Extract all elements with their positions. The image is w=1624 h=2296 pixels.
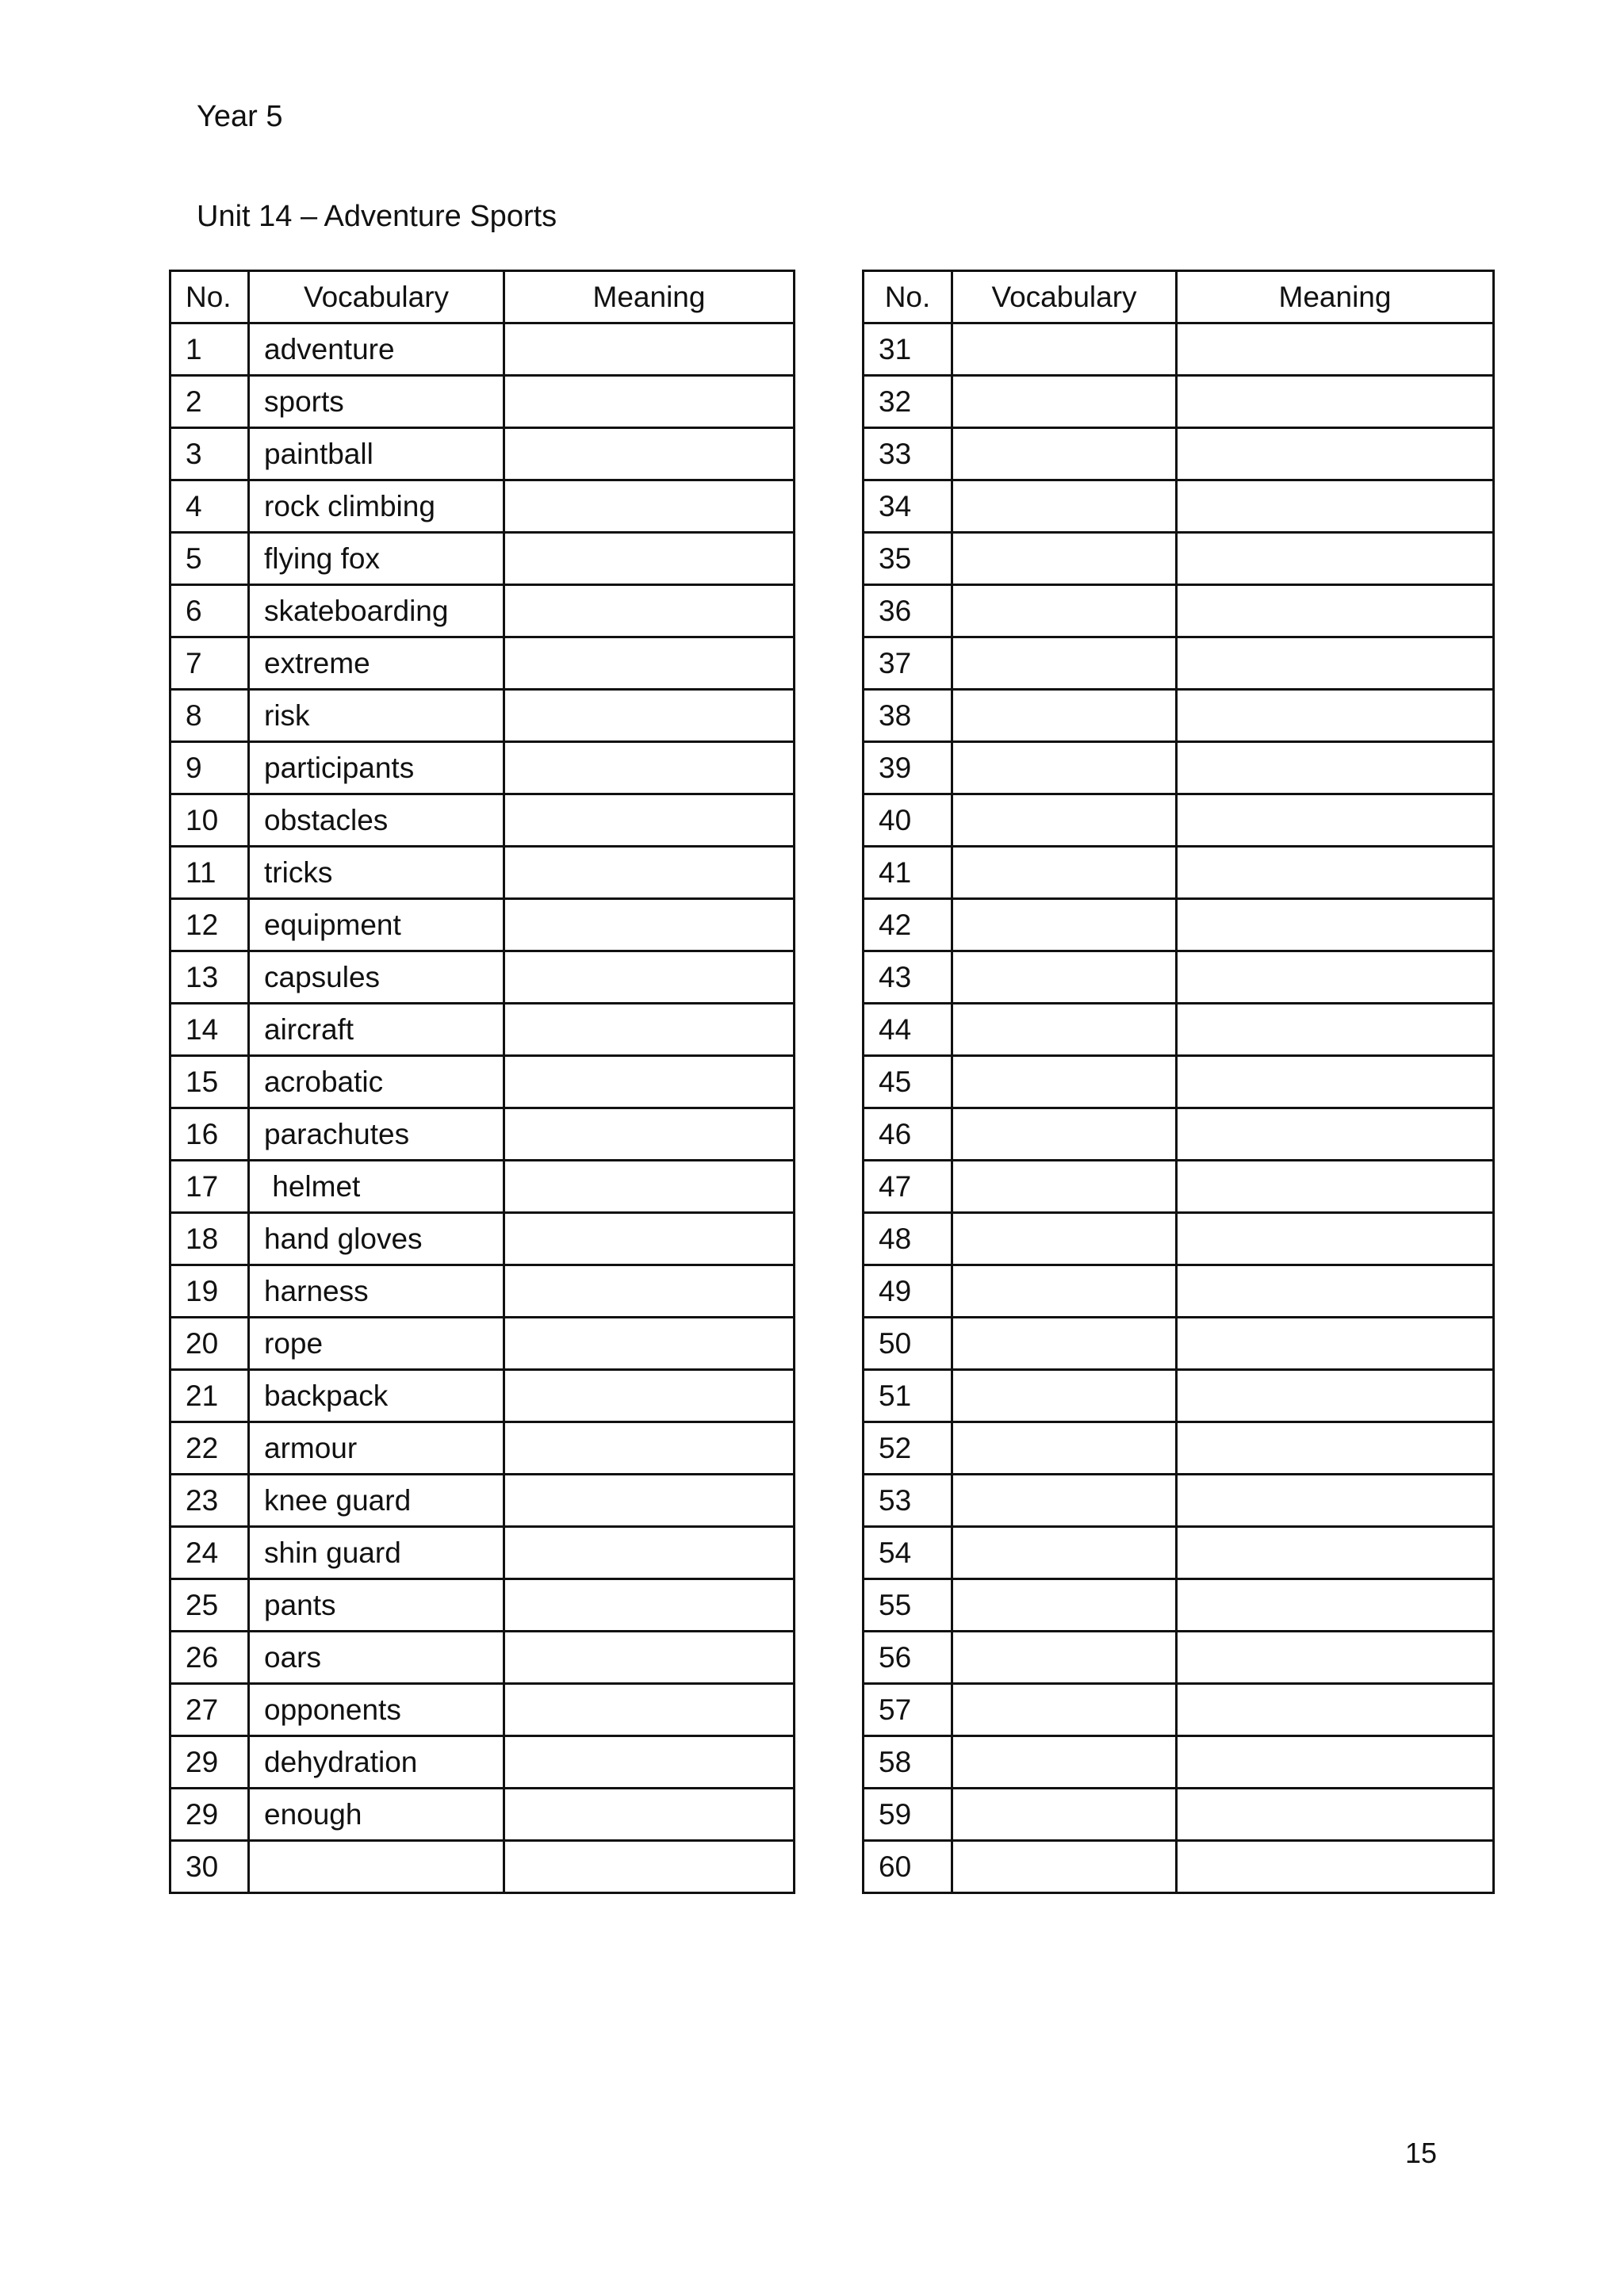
meaning-cell[interactable] xyxy=(504,1213,795,1265)
meaning-cell[interactable] xyxy=(504,847,795,899)
vocabulary-cell: knee guard xyxy=(249,1475,504,1527)
table-row xyxy=(864,1161,1494,1213)
table-row xyxy=(170,533,795,585)
table-row xyxy=(864,742,1494,794)
meaning-cell[interactable] xyxy=(1177,690,1494,742)
table-row xyxy=(170,690,795,742)
meaning-cell[interactable] xyxy=(504,323,795,376)
meaning-cell[interactable] xyxy=(1177,1475,1494,1527)
vocabulary-cell: capsules xyxy=(249,951,504,1004)
table-row xyxy=(864,1108,1494,1161)
meaning-cell[interactable] xyxy=(1177,794,1494,847)
table-row xyxy=(864,376,1494,428)
vocabulary-cell: equipment xyxy=(249,899,504,951)
row-number: 14 xyxy=(170,1004,249,1056)
table-row xyxy=(170,899,795,951)
row-number: 7 xyxy=(170,637,249,690)
table-row xyxy=(170,480,795,533)
vocabulary-cell: enough xyxy=(249,1789,504,1841)
vocabulary-cell: aircraft xyxy=(249,1004,504,1056)
vocabulary-cell xyxy=(952,742,1177,794)
vocabulary-cell xyxy=(952,1213,1177,1265)
vocabulary-cell xyxy=(952,1527,1177,1579)
vocabulary-cell: extreme xyxy=(249,637,504,690)
meaning-cell[interactable] xyxy=(504,951,795,1004)
unit-title: Unit 14 – Adventure Sports xyxy=(197,200,557,233)
row-number: 52 xyxy=(864,1422,952,1475)
vocabulary-cell: parachutes xyxy=(249,1108,504,1161)
row-number: 50 xyxy=(864,1318,952,1370)
meaning-cell[interactable] xyxy=(504,899,795,951)
column-header-meaning: Meaning xyxy=(1177,271,1494,323)
meaning-cell[interactable] xyxy=(504,1161,795,1213)
meaning-cell[interactable] xyxy=(504,376,795,428)
meaning-cell[interactable] xyxy=(1177,1108,1494,1161)
meaning-cell[interactable] xyxy=(504,1056,795,1108)
table-row xyxy=(170,1161,795,1213)
vocabulary-cell: tricks xyxy=(249,847,504,899)
row-number: 26 xyxy=(170,1632,249,1684)
vocabulary-cell: oars xyxy=(249,1632,504,1684)
row-number: 33 xyxy=(864,428,952,480)
row-number: 19 xyxy=(170,1265,249,1318)
vocabulary-cell: backpack xyxy=(249,1370,504,1422)
vocabulary-cell xyxy=(952,1108,1177,1161)
table-row xyxy=(864,480,1494,533)
vocabulary-cell: skateboarding xyxy=(249,585,504,637)
meaning-cell[interactable] xyxy=(504,1632,795,1684)
meaning-cell[interactable] xyxy=(1177,899,1494,951)
page-number: 15 xyxy=(1405,2137,1438,2169)
vocabulary-cell: sports xyxy=(249,376,504,428)
meaning-cell[interactable] xyxy=(1177,323,1494,376)
row-number: 36 xyxy=(864,585,952,637)
table-row xyxy=(864,1475,1494,1527)
vocabulary-cell xyxy=(952,1318,1177,1370)
table-row xyxy=(864,1684,1494,1736)
row-number: 22 xyxy=(170,1422,249,1475)
meaning-cell[interactable] xyxy=(1177,1370,1494,1422)
table-row xyxy=(864,637,1494,690)
row-number: 18 xyxy=(170,1213,249,1265)
row-number: 34 xyxy=(864,480,952,533)
row-number: 42 xyxy=(864,899,952,951)
meaning-cell[interactable] xyxy=(504,794,795,847)
meaning-cell[interactable] xyxy=(504,1108,795,1161)
row-number: 10 xyxy=(170,794,249,847)
vocabulary-cell xyxy=(952,533,1177,585)
meaning-cell[interactable] xyxy=(1177,1004,1494,1056)
meaning-cell[interactable] xyxy=(504,1736,795,1789)
meaning-cell[interactable] xyxy=(1177,1841,1494,1893)
row-number: 1 xyxy=(170,323,249,376)
row-number: 37 xyxy=(864,637,952,690)
table-row xyxy=(864,1579,1494,1632)
table-row xyxy=(170,1789,795,1841)
row-number: 46 xyxy=(864,1108,952,1161)
meaning-cell[interactable] xyxy=(1177,637,1494,690)
table-row xyxy=(170,1004,795,1056)
meaning-cell[interactable] xyxy=(1177,428,1494,480)
vocabulary-cell xyxy=(952,794,1177,847)
vocabulary-cell xyxy=(952,847,1177,899)
row-number: 32 xyxy=(864,376,952,428)
meaning-cell[interactable] xyxy=(504,1004,795,1056)
meaning-cell[interactable] xyxy=(1177,1422,1494,1475)
vocabulary-cell xyxy=(952,585,1177,637)
table-row xyxy=(864,585,1494,637)
vocabulary-cell xyxy=(952,323,1177,376)
vocabulary-cell: opponents xyxy=(249,1684,504,1736)
meaning-cell[interactable] xyxy=(504,1370,795,1422)
vocabulary-cell xyxy=(952,1370,1177,1422)
row-number: 4 xyxy=(170,480,249,533)
meaning-cell[interactable] xyxy=(504,742,795,794)
row-number: 55 xyxy=(864,1579,952,1632)
meaning-cell[interactable] xyxy=(1177,742,1494,794)
table-row xyxy=(170,323,795,376)
table-row xyxy=(170,951,795,1004)
meaning-cell[interactable] xyxy=(504,690,795,742)
row-number: 23 xyxy=(170,1475,249,1527)
row-number: 44 xyxy=(864,1004,952,1056)
table-row xyxy=(864,847,1494,899)
meaning-cell[interactable] xyxy=(504,585,795,637)
meaning-cell[interactable] xyxy=(504,1527,795,1579)
table-row xyxy=(170,585,795,637)
meaning-cell[interactable] xyxy=(504,1422,795,1475)
table-row xyxy=(170,1213,795,1265)
vocabulary-cell: risk xyxy=(249,690,504,742)
meaning-cell[interactable] xyxy=(1177,1161,1494,1213)
vocabulary-cell: participants xyxy=(249,742,504,794)
meaning-cell[interactable] xyxy=(1177,585,1494,637)
table-header-row xyxy=(864,271,1494,323)
table-row xyxy=(170,376,795,428)
table-row xyxy=(170,1475,795,1527)
vocabulary-cell xyxy=(952,1422,1177,1475)
column-header-vocabulary: Vocabulary xyxy=(952,271,1177,323)
row-number: 13 xyxy=(170,951,249,1004)
vocabulary-table-right xyxy=(862,270,1495,1894)
meaning-cell[interactable] xyxy=(504,1684,795,1736)
table-row xyxy=(170,1632,795,1684)
meaning-cell[interactable] xyxy=(1177,847,1494,899)
table-row xyxy=(864,1632,1494,1684)
row-number: 6 xyxy=(170,585,249,637)
row-number: 35 xyxy=(864,533,952,585)
row-number: 29 xyxy=(170,1736,249,1789)
meaning-cell[interactable] xyxy=(1177,1684,1494,1736)
table-row xyxy=(864,1318,1494,1370)
table-row xyxy=(170,1527,795,1579)
meaning-cell[interactable] xyxy=(1177,376,1494,428)
column-header-meaning: Meaning xyxy=(504,271,795,323)
row-number: 9 xyxy=(170,742,249,794)
row-number: 59 xyxy=(864,1789,952,1841)
meaning-cell[interactable] xyxy=(504,1841,795,1893)
meaning-cell[interactable] xyxy=(504,637,795,690)
row-number: 40 xyxy=(864,794,952,847)
table-row xyxy=(170,1318,795,1370)
vocabulary-cell xyxy=(952,1579,1177,1632)
row-number: 31 xyxy=(864,323,952,376)
row-number: 27 xyxy=(170,1684,249,1736)
row-number: 49 xyxy=(864,1265,952,1318)
table-row xyxy=(864,1265,1494,1318)
table-row xyxy=(170,637,795,690)
row-number: 20 xyxy=(170,1318,249,1370)
meaning-cell[interactable] xyxy=(1177,1056,1494,1108)
vocabulary-cell xyxy=(952,1789,1177,1841)
meaning-cell[interactable] xyxy=(504,1789,795,1841)
vocabulary-cell: harness xyxy=(249,1265,504,1318)
vocabulary-cell xyxy=(952,1632,1177,1684)
table-row xyxy=(864,1789,1494,1841)
row-number: 29 xyxy=(170,1789,249,1841)
row-number: 8 xyxy=(170,690,249,742)
table-row xyxy=(864,1213,1494,1265)
vocabulary-cell xyxy=(952,1475,1177,1527)
row-number: 30 xyxy=(170,1841,249,1893)
vocabulary-cell: hand gloves xyxy=(249,1213,504,1265)
row-number: 17 xyxy=(170,1161,249,1213)
row-number: 12 xyxy=(170,899,249,951)
column-header-no: No. xyxy=(864,271,952,323)
table-row xyxy=(170,1265,795,1318)
meaning-cell[interactable] xyxy=(504,428,795,480)
table-row xyxy=(864,323,1494,376)
row-number: 21 xyxy=(170,1370,249,1422)
table-header-row xyxy=(170,271,795,323)
meaning-cell[interactable] xyxy=(1177,1736,1494,1789)
row-number: 58 xyxy=(864,1736,952,1789)
column-header-no: No. xyxy=(170,271,249,323)
meaning-cell[interactable] xyxy=(504,480,795,533)
meaning-cell[interactable] xyxy=(1177,1213,1494,1265)
row-number: 48 xyxy=(864,1213,952,1265)
table-row xyxy=(864,1527,1494,1579)
vocabulary-cell xyxy=(952,376,1177,428)
meaning-cell[interactable] xyxy=(504,1579,795,1632)
meaning-cell[interactable] xyxy=(1177,1527,1494,1579)
meaning-cell[interactable] xyxy=(504,1475,795,1527)
vocabulary-cell: flying fox xyxy=(249,533,504,585)
row-number: 43 xyxy=(864,951,952,1004)
vocabulary-cell xyxy=(952,690,1177,742)
vocabulary-cell xyxy=(952,1056,1177,1108)
vocabulary-cell: shin guard xyxy=(249,1527,504,1579)
row-number: 5 xyxy=(170,533,249,585)
row-number: 16 xyxy=(170,1108,249,1161)
vocabulary-cell: adventure xyxy=(249,323,504,376)
vocabulary-cell xyxy=(952,1841,1177,1893)
table-row xyxy=(864,1004,1494,1056)
table-row xyxy=(864,428,1494,480)
row-number: 11 xyxy=(170,847,249,899)
table-row xyxy=(170,1736,795,1789)
table-row xyxy=(170,1579,795,1632)
vocabulary-cell: helmet xyxy=(249,1161,504,1213)
meaning-cell[interactable] xyxy=(1177,1318,1494,1370)
row-number: 2 xyxy=(170,376,249,428)
row-number: 3 xyxy=(170,428,249,480)
vocabulary-cell: armour xyxy=(249,1422,504,1475)
vocabulary-cell xyxy=(952,637,1177,690)
year-heading: Year 5 xyxy=(197,100,283,133)
vocabulary-cell: dehydration xyxy=(249,1736,504,1789)
row-number: 38 xyxy=(864,690,952,742)
meaning-cell[interactable] xyxy=(1177,533,1494,585)
meaning-cell[interactable] xyxy=(1177,951,1494,1004)
vocabulary-cell: paintball xyxy=(249,428,504,480)
table-row xyxy=(864,951,1494,1004)
table-row xyxy=(864,1422,1494,1475)
vocabulary-cell: pants xyxy=(249,1579,504,1632)
table-row xyxy=(864,1841,1494,1893)
meaning-cell[interactable] xyxy=(504,1318,795,1370)
row-number: 24 xyxy=(170,1527,249,1579)
vocabulary-cell xyxy=(249,1841,504,1893)
row-number: 60 xyxy=(864,1841,952,1893)
table-row xyxy=(170,1056,795,1108)
vocabulary-cell xyxy=(952,428,1177,480)
meaning-cell[interactable] xyxy=(504,1265,795,1318)
table-row xyxy=(864,794,1494,847)
vocabulary-cell xyxy=(952,1684,1177,1736)
row-number: 41 xyxy=(864,847,952,899)
table-row xyxy=(864,899,1494,951)
table-row xyxy=(170,1370,795,1422)
vocabulary-cell: acrobatic xyxy=(249,1056,504,1108)
table-row xyxy=(170,1841,795,1893)
table-row xyxy=(864,1736,1494,1789)
meaning-cell[interactable] xyxy=(1177,1579,1494,1632)
vocabulary-cell xyxy=(952,1265,1177,1318)
vocabulary-cell xyxy=(952,951,1177,1004)
table-row xyxy=(864,1370,1494,1422)
row-number: 53 xyxy=(864,1475,952,1527)
table-row xyxy=(170,742,795,794)
table-row xyxy=(864,533,1494,585)
table-row xyxy=(170,1108,795,1161)
vocabulary-cell xyxy=(952,1004,1177,1056)
table-row xyxy=(864,1056,1494,1108)
row-number: 51 xyxy=(864,1370,952,1422)
vocabulary-cell: rock climbing xyxy=(249,480,504,533)
vocabulary-cell: rope xyxy=(249,1318,504,1370)
column-header-vocabulary: Vocabulary xyxy=(249,271,504,323)
row-number: 15 xyxy=(170,1056,249,1108)
row-number: 39 xyxy=(864,742,952,794)
row-number: 57 xyxy=(864,1684,952,1736)
table-row xyxy=(170,847,795,899)
row-number: 54 xyxy=(864,1527,952,1579)
row-number: 56 xyxy=(864,1632,952,1684)
meaning-cell[interactable] xyxy=(1177,1265,1494,1318)
row-number: 45 xyxy=(864,1056,952,1108)
vocabulary-cell xyxy=(952,1161,1177,1213)
meaning-cell[interactable] xyxy=(504,533,795,585)
table-row xyxy=(170,1684,795,1736)
meaning-cell[interactable] xyxy=(1177,480,1494,533)
vocabulary-cell xyxy=(952,899,1177,951)
table-row xyxy=(170,428,795,480)
vocabulary-table-left xyxy=(169,270,795,1894)
table-row xyxy=(864,690,1494,742)
table-row xyxy=(170,794,795,847)
meaning-cell[interactable] xyxy=(1177,1632,1494,1684)
row-number: 25 xyxy=(170,1579,249,1632)
row-number: 47 xyxy=(864,1161,952,1213)
meaning-cell[interactable] xyxy=(1177,1789,1494,1841)
vocabulary-cell xyxy=(952,480,1177,533)
table-row xyxy=(170,1422,795,1475)
vocabulary-cell xyxy=(952,1736,1177,1789)
vocabulary-cell: obstacles xyxy=(249,794,504,847)
